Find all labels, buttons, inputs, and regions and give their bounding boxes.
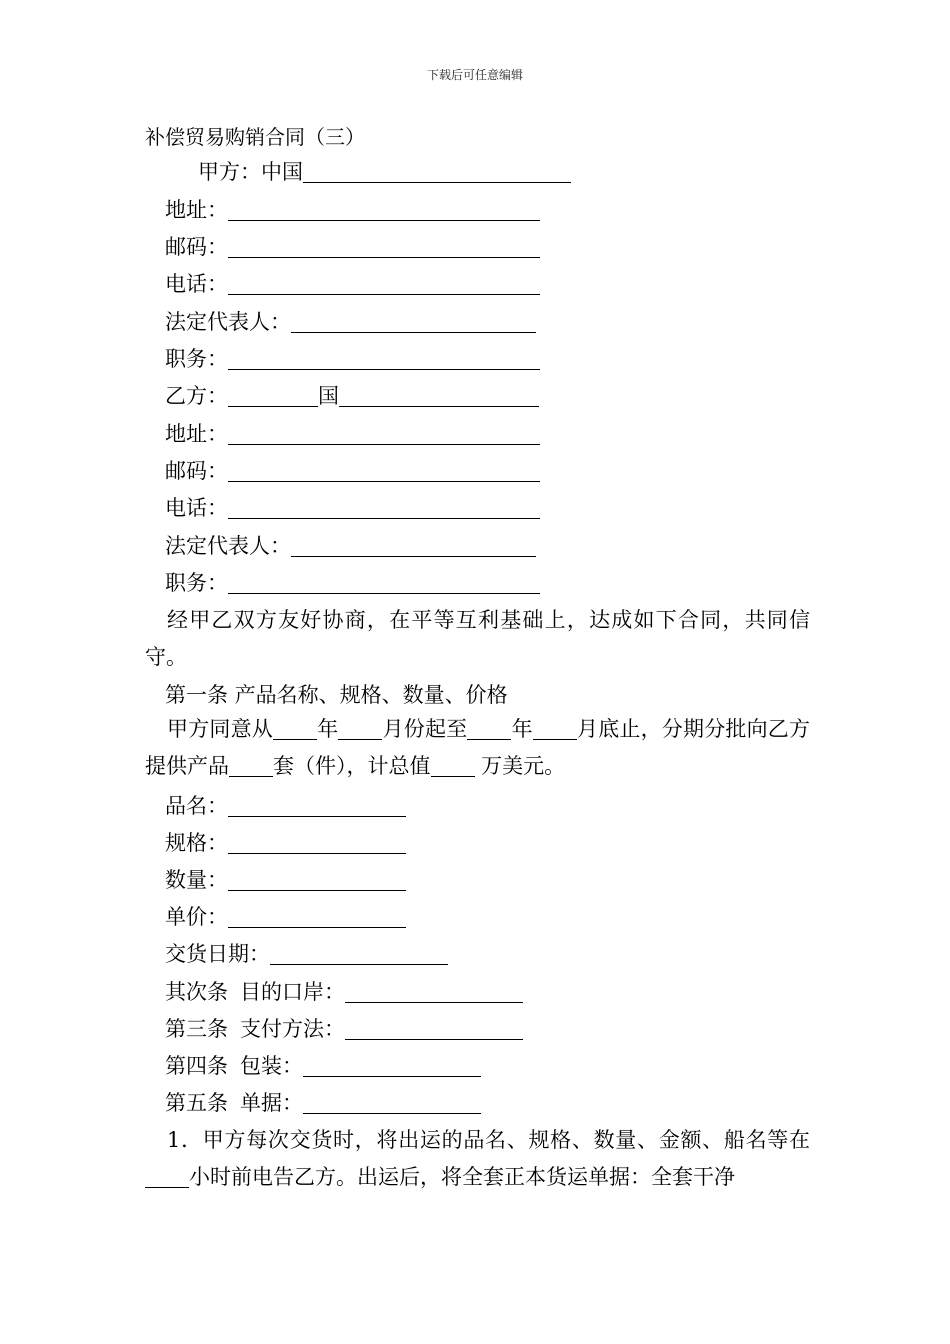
party-b-postcode-line (165, 457, 540, 485)
party-a-postcode-label: 邮码： (165, 235, 228, 259)
article5-label: 第五条 (165, 1091, 228, 1115)
quantity-label: 数量： (165, 868, 228, 892)
party-a-position-line (165, 345, 540, 373)
article4-text: 包装： (240, 1054, 303, 1078)
party-b-label: 乙方： (165, 384, 228, 408)
delivery-date-line (165, 940, 448, 968)
article4-line (165, 1052, 481, 1080)
clause1-text-2: 小时前电告乙方。出运后，将全套正本货运单据：全套干净 (189, 1165, 735, 1189)
party-b-country-blank (228, 384, 318, 407)
party-a-phone-label: 电话： (165, 272, 228, 296)
party-b-position-line (165, 569, 540, 597)
party-b-name-blank (339, 384, 539, 407)
article1-text-5: 月底止，分期分批向乙方提供产品 (145, 717, 811, 778)
start-year-blank (273, 717, 317, 740)
party-a-address-line (165, 196, 540, 224)
spec-blank (228, 831, 406, 854)
article2-line (165, 978, 523, 1006)
clause1-paragraph (145, 1122, 810, 1196)
article1-text-2: 年 (317, 717, 339, 741)
party-a-postcode-line (165, 233, 540, 261)
article1-text-4: 年 (511, 717, 533, 741)
party-a-position-label: 职务： (165, 347, 228, 371)
clause1-text-1: 1．甲方每次交货时，将出运的品名、规格、数量、金额、船名等在 (167, 1128, 810, 1152)
article4-label: 第四条 (165, 1054, 228, 1078)
total-value-blank (431, 754, 475, 777)
product-name-blank (228, 794, 406, 817)
party-a-name-blank (303, 160, 571, 183)
quantity-blank (228, 868, 406, 891)
start-month-blank (338, 717, 382, 740)
product-name-label: 品名： (165, 794, 228, 818)
end-year-blank (467, 717, 511, 740)
spec-line (165, 829, 406, 857)
party-b-legal-rep-line (165, 532, 536, 560)
article1-text-7: 万美元。 (474, 754, 566, 778)
party-a-legal-rep-line (165, 308, 536, 336)
article2-label: 其次条 (165, 980, 228, 1004)
party-a-legal-rep-blank (291, 310, 536, 333)
party-b-legal-rep-label: 法定代表人： (165, 534, 291, 558)
unit-price-blank (228, 905, 406, 928)
party-b-phone-line (165, 494, 540, 522)
article2-blank (345, 980, 523, 1003)
party-b-postcode-label: 邮码： (165, 459, 228, 483)
party-b-phone-label: 电话： (165, 496, 228, 520)
delivery-date-label: 交货日期： (165, 942, 270, 966)
party-a-phone-line (165, 270, 540, 298)
article4-blank (303, 1054, 481, 1077)
article5-line (165, 1089, 481, 1117)
party-b-legal-rep-blank (291, 534, 536, 557)
party-a-phone-blank (228, 272, 540, 295)
party-a-address-label: 地址： (165, 198, 228, 222)
party-a-line (198, 158, 571, 186)
party-a-label: 甲方：中国 (198, 160, 303, 184)
unit-price-label: 单价： (165, 905, 228, 929)
product-name-line (165, 792, 406, 820)
article3-blank (345, 1017, 523, 1040)
party-b-address-line (165, 420, 540, 448)
quantity-line (165, 866, 406, 894)
party-a-legal-rep-label: 法定代表人： (165, 310, 291, 334)
hours-blank (145, 1165, 189, 1188)
article1-paragraph (145, 711, 810, 785)
party-b-phone-blank (228, 496, 540, 519)
sets-blank (229, 754, 273, 777)
party-b-postcode-blank (228, 459, 540, 482)
article5-blank (303, 1091, 481, 1114)
party-b-country-label: 国 (318, 384, 339, 408)
preamble-paragraph: 经甲乙双方友好协商，在平等互利基础上，达成如下合同，共同信守。 (145, 608, 810, 669)
article2-text: 目的口岸： (240, 980, 345, 1004)
article1-heading: 第一条 产品名称、规格、数量、价格 (165, 683, 508, 707)
end-month-blank (533, 717, 577, 740)
article1-text-6: 套（件），计总值 (273, 754, 431, 778)
document-title: 补偿贸易购销合同（三） (145, 125, 365, 149)
article3-line (165, 1015, 523, 1043)
article3-text: 支付方法： (240, 1017, 345, 1041)
party-b-address-blank (228, 422, 540, 445)
party-b-line (165, 382, 539, 410)
article5-text: 单据： (240, 1091, 303, 1115)
spec-label: 规格： (165, 831, 228, 855)
header-note: 下载后可任意编辑 (426, 68, 523, 82)
party-b-position-blank (228, 571, 540, 594)
party-a-postcode-blank (228, 235, 540, 258)
unit-price-line (165, 903, 406, 931)
article1-text-1: 甲方同意从 (167, 717, 273, 741)
article3-label: 第三条 (165, 1017, 228, 1041)
party-b-position-label: 职务： (165, 571, 228, 595)
party-a-position-blank (228, 347, 540, 370)
delivery-date-blank (270, 942, 448, 965)
article1-text-3: 月份起至 (382, 717, 468, 741)
party-b-address-label: 地址： (165, 422, 228, 446)
party-a-address-blank (228, 198, 540, 221)
